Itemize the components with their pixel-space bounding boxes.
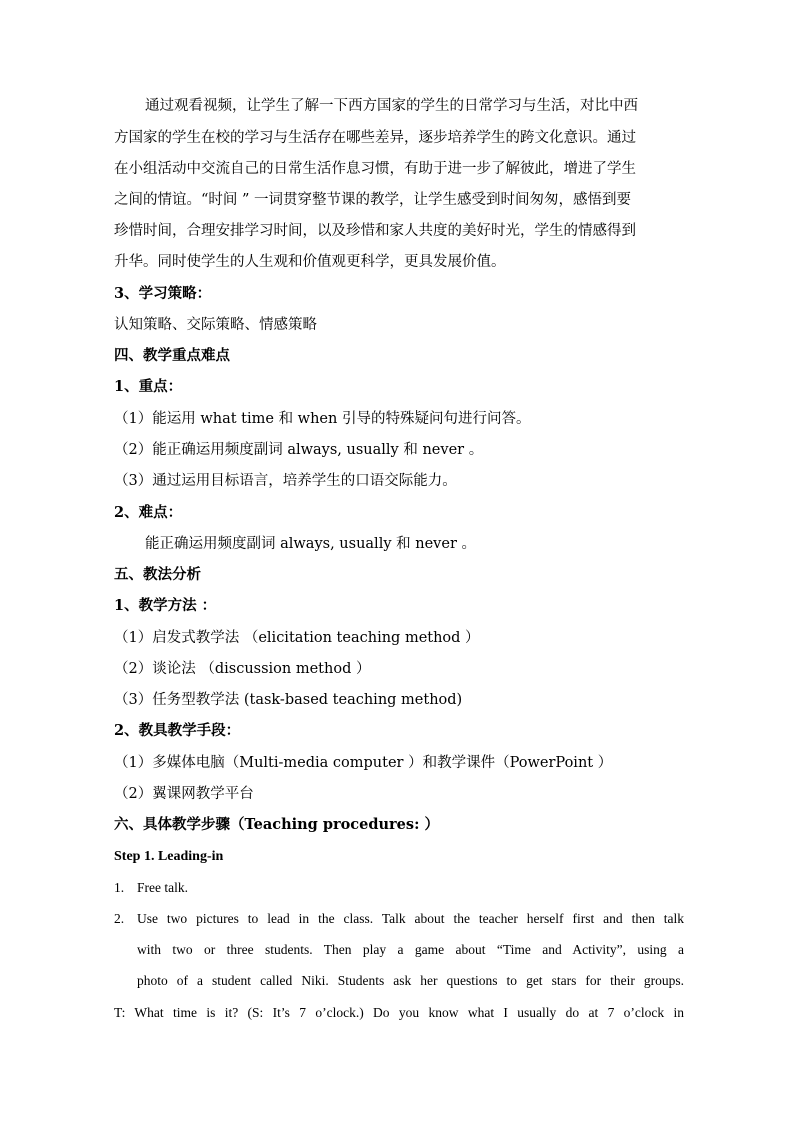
- paragraph-line-3: 在小组活动中交流自己的日常生活作息习惯，有助于进一步了解彼此，增进了学生: [114, 161, 636, 177]
- list-item-2-line-1: Use two pictures to lead in the class. Talk about the teacher herself first and then talk: [137, 911, 684, 926]
- list-item-1-text: Free talk.: [137, 880, 188, 895]
- key-points-heading: 1、重点：: [114, 378, 183, 395]
- paragraph-line-2: 方国家的学生在校的学习与生活存在哪些差异，逐步培养学生的跨文化意识。通过: [114, 130, 636, 146]
- dialogue-line: T: What time is it? (S: It’s 7 o’clock.) Do you know what I usually do at 7 o’clock in: [114, 1005, 684, 1020]
- teaching-tool-1: （1）多媒体电脑（Multi-media computer ）和教学课件（PowerPoint ）: [114, 755, 613, 771]
- teaching-tool-2: （2）翼课网教学平台: [114, 786, 254, 802]
- list-item-2-line-2: with two or three students. Then play a game about “Time and Activity”, using a: [137, 942, 684, 957]
- list-number-2: 2.: [114, 911, 125, 926]
- key-point-1: （1）能运用 what time 和 when 引导的特殊疑问句进行问答。: [114, 411, 531, 427]
- paragraph-line-5: 珍惜时间，合理安排学习时间，以及珍惜和家人共度的美好时光，学生的情感得到: [114, 223, 636, 239]
- teaching-method-1: （1）启发式教学法 （elicitation teaching method ）: [114, 630, 480, 646]
- teaching-tools-heading: 2、教具教学手段：: [114, 722, 241, 739]
- strategy-text: 认知策略、交际策略、情感策略: [114, 317, 317, 333]
- section6-heading: 六、具体教学步骤（Teaching procedures: ）: [114, 816, 439, 833]
- list-item-2-line-3: photo of a student called Niki. Students ask her questions to get stars for their groups.: [137, 973, 684, 988]
- teaching-method-2: （2）谈论法 （discussion method ）: [114, 661, 371, 677]
- teaching-methods-heading: 1、教学方法 ：: [114, 597, 217, 614]
- strategy-heading: 3、学习策略：: [114, 285, 212, 302]
- section4-heading: 四、教学重点难点: [114, 347, 230, 364]
- paragraph-line-6: 升华。同时使学生的人生观和价值观更科学，更具发展价值。: [114, 254, 506, 270]
- section5-heading: 五、教法分析: [114, 566, 201, 583]
- paragraph-line-4: 之间的情谊。“时间 ” 一词贯穿整节课的教学，让学生感受到时间匆匆，感悟到要: [114, 192, 632, 208]
- list-number-1: 1.: [114, 880, 125, 895]
- key-point-2: （2）能正确运用频度副词 always, usually 和 never 。: [114, 442, 484, 458]
- difficult-points-heading: 2、难点：: [114, 504, 183, 521]
- teaching-method-3: （3）任务型教学法 (task-based teaching method): [114, 692, 463, 708]
- difficult-point-text: 能正确运用频度副词 always, usually 和 never 。: [145, 536, 476, 552]
- key-point-3: （3）通过运用目标语言，培养学生的口语交际能力。: [114, 473, 457, 489]
- step1-heading: Step 1. Leading-in: [114, 849, 224, 864]
- paragraph-line-1: 通过观看视频，让学生了解一下西方国家的学生的日常学习与生活，对比中西: [145, 98, 638, 114]
